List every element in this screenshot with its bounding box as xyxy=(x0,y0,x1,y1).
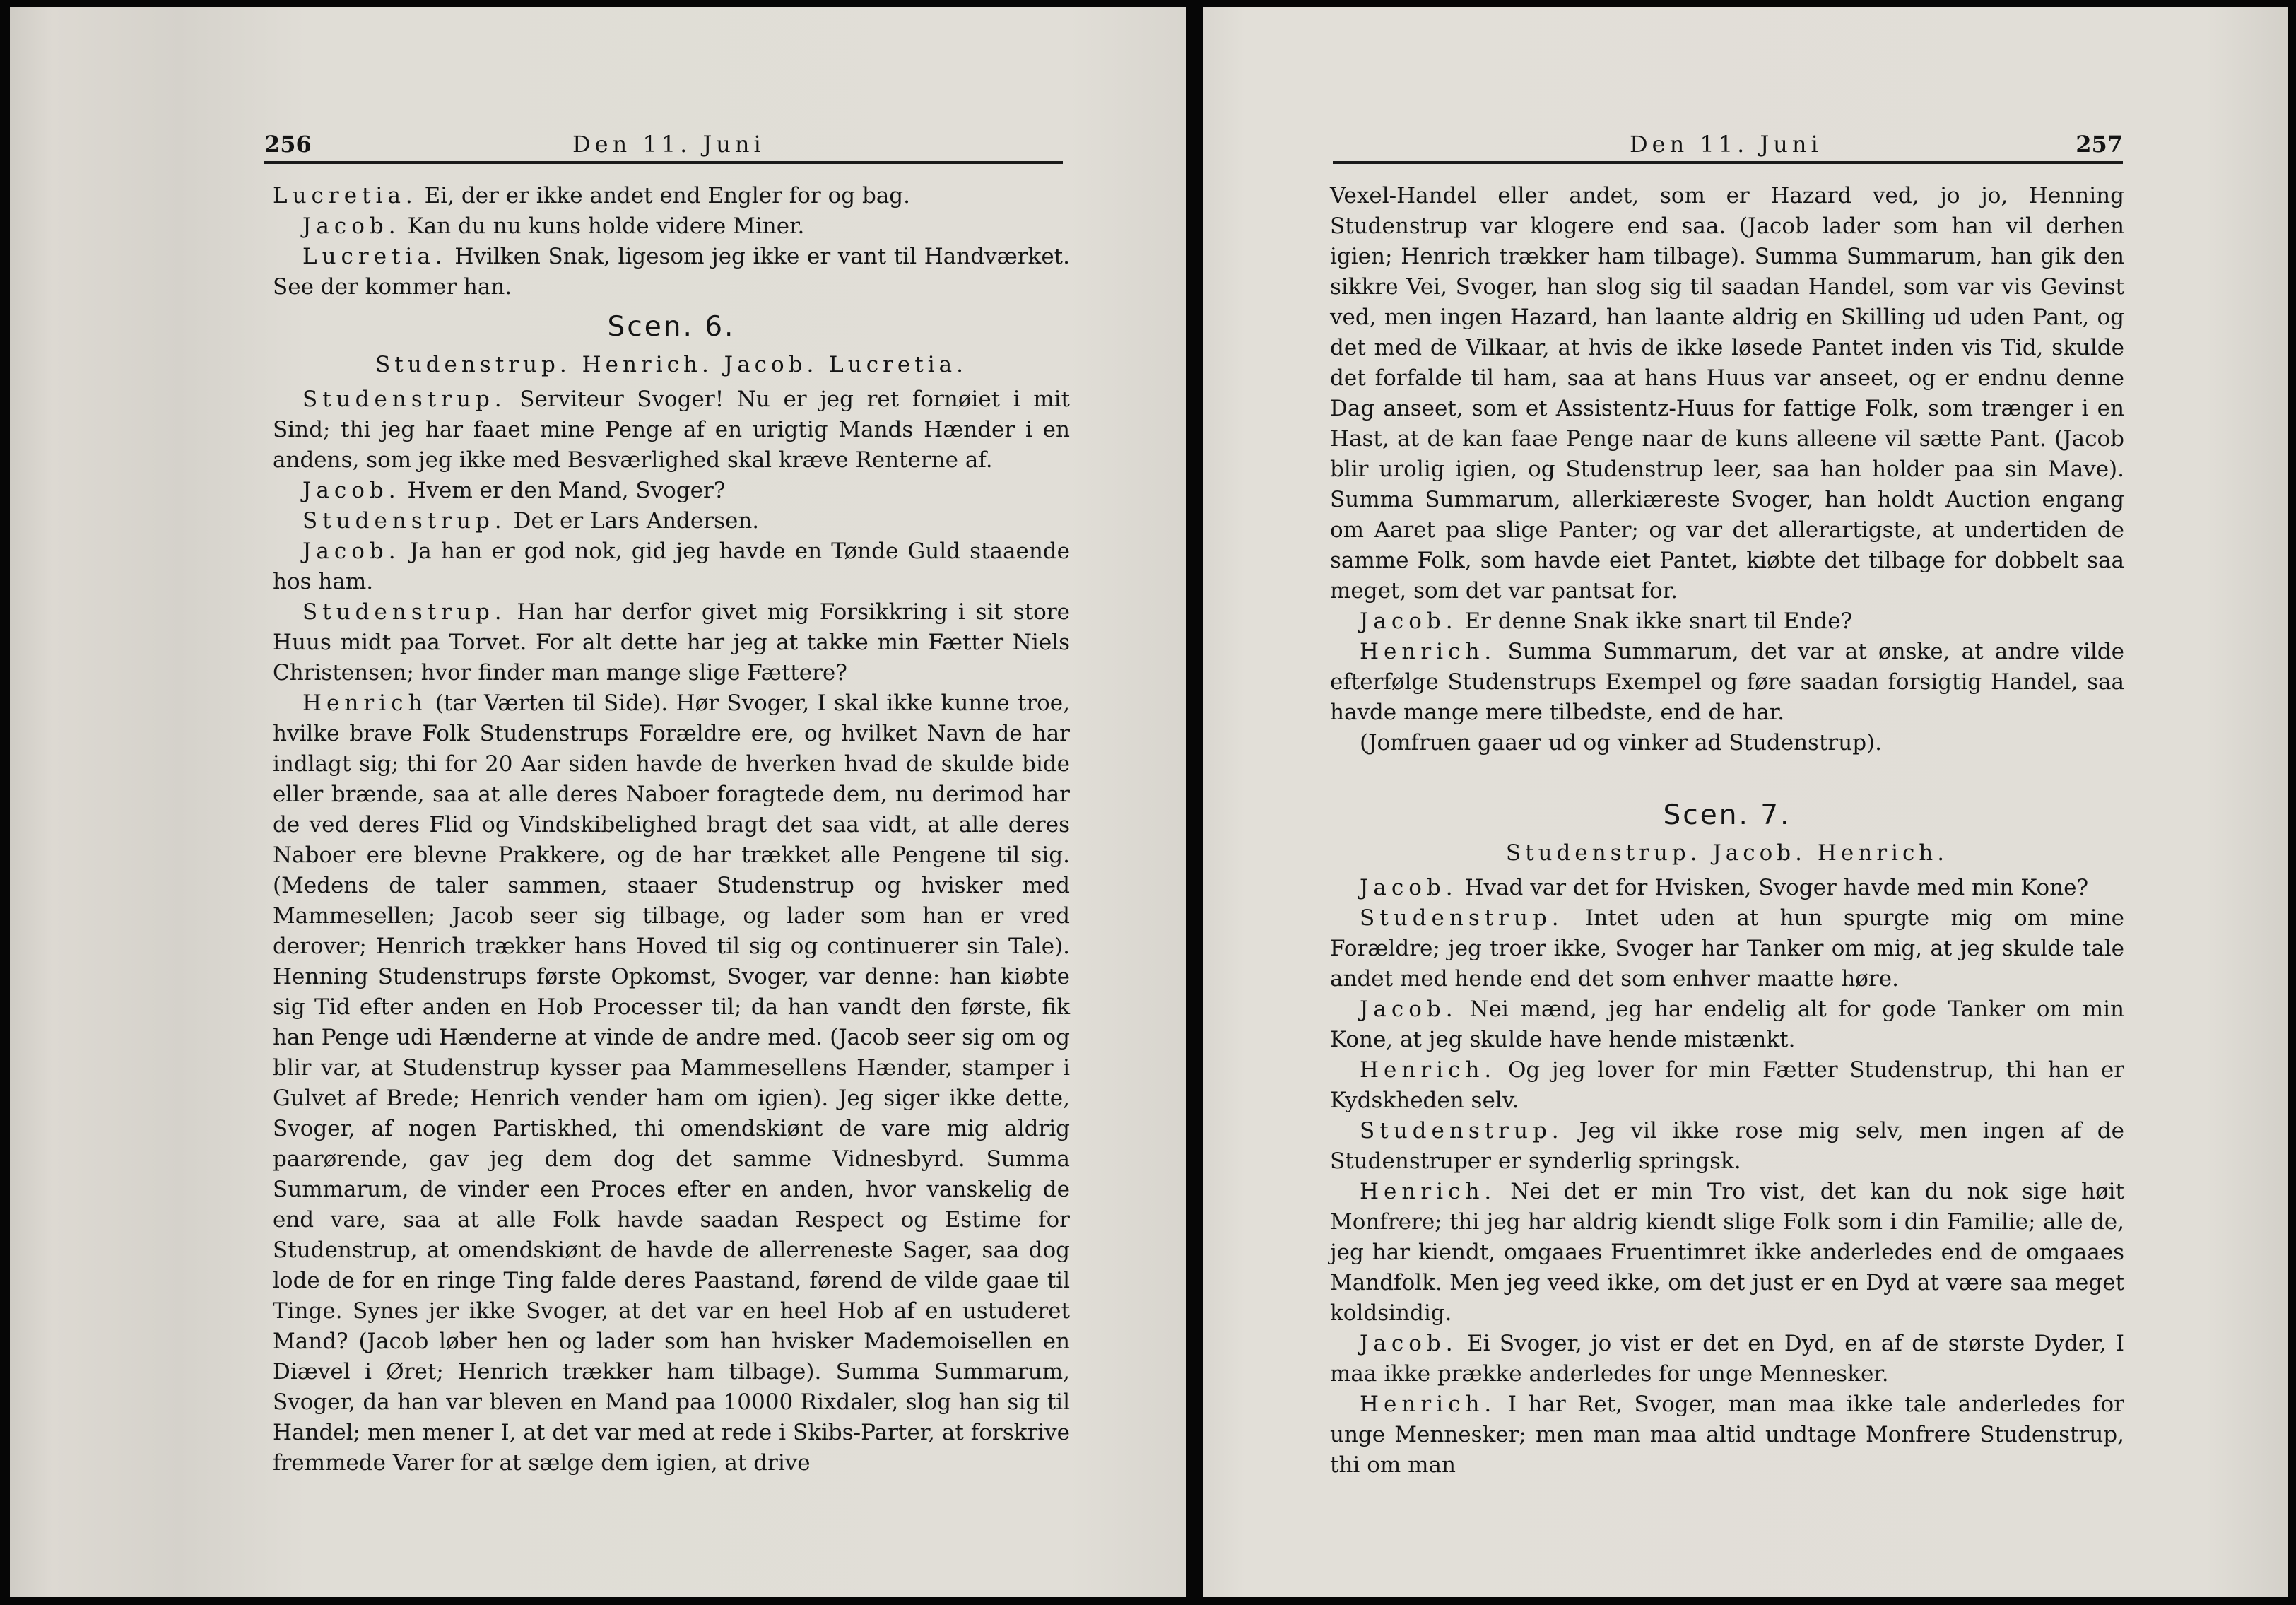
speech-text: Jeg vil ikke rose mig selv, men ingen af de Studenstruper er synderlig springsk. xyxy=(1330,1118,2124,1174)
scene-characters: Studenstrup. Jacob. Henrich. xyxy=(1505,840,1949,866)
speech-paragraph xyxy=(273,211,1070,242)
speaker-name: Henrich xyxy=(302,690,428,716)
speech-text: I har Ret, Svoger, man maa ikke tale anderledes for unge Mennesker; men man maa altid undtage Monfrere Studenstrup, thi om man xyxy=(1330,1392,2124,1478)
speaker-name: Studenstrup. xyxy=(302,599,507,625)
speech-paragraph xyxy=(273,384,1070,476)
speech-paragraph xyxy=(273,181,1070,211)
speaker-name: Studenstrup. xyxy=(302,508,507,534)
speech-paragraph xyxy=(1330,1389,2124,1481)
speech-text: Ei Svoger, jo vist er det en Dyd, en af de største Dyder, I maa ikke prække anderledes for unge Mennesker. xyxy=(1330,1331,2124,1387)
speech-paragraph xyxy=(1330,606,2124,637)
speech-text: Summa Summarum, det var at ønske, at andre vilde efterfølge Studenstrups Exempel og føre saadan forsigtig Handel, saa havde mange mere tilbedste, end de har. xyxy=(1330,639,2124,725)
speech-paragraph xyxy=(1330,1116,2124,1177)
page-body xyxy=(273,181,1070,1478)
speech-text: Og jeg lover for min Fætter Studenstrup, thi han er Kydskheden selv. xyxy=(1330,1057,2124,1113)
speech-paragraph xyxy=(1330,994,2124,1055)
scene-title: Scen. 7. xyxy=(1663,799,1791,831)
speaker-name: Studenstrup. xyxy=(1360,1118,1564,1144)
speech-paragraph xyxy=(1330,1329,2124,1389)
speaker-name: Jacob. xyxy=(302,213,401,239)
speech-text: Ja han er god nok, gid jeg havde en Tønde Guld staaende hos ham. xyxy=(273,539,1070,594)
speech-text: Kan du nu kuns holde videre Miner. xyxy=(400,213,805,239)
page-number: 257 xyxy=(2076,131,2123,158)
speech-paragraph xyxy=(1330,1177,2124,1329)
speaker-name: Henrich. xyxy=(1360,639,1497,664)
page-header xyxy=(1333,127,2123,164)
speech-text: Ei, der er ikke andet end Engler for og bag. xyxy=(417,183,910,208)
speech-text: Nei mænd, jeg har endelig alt for gode Tanker om min Kone, at jeg skulde have hende mistænkt. xyxy=(1330,996,2124,1052)
page-number: 256 xyxy=(264,131,312,158)
speech-paragraph xyxy=(273,506,1070,536)
speech-text: Intet uden at hun spurgte mig om mine Forældre; jeg troer ikke, Svoger har Tanker om mig, at jeg skulde tale andet med hende end det som enhver maatte høre. xyxy=(1330,905,2124,992)
speech-paragraph xyxy=(273,688,1070,1478)
speaker-name: Lucretia. xyxy=(273,183,418,208)
right-page xyxy=(1203,7,2288,1597)
speech-text: Hvad var det for Hvisken, Svoger havde med min Kone? xyxy=(1457,875,2089,900)
speech-text: Serviteur Svoger! Nu er jeg ret fornøiet i mit Sind; thi jeg har faaet mine Penge af en urigtig Mands Hænder i en andens, som jeg ikke med Besværlighed skal kræve Renterne af. xyxy=(273,387,1070,473)
page-body xyxy=(1330,181,2124,1481)
speech-text: Er denne Snak ikke snart til Ende? xyxy=(1457,609,1853,634)
speech-paragraph xyxy=(273,536,1070,597)
speaker-name: Henrich. xyxy=(1360,1057,1497,1083)
speech-paragraph xyxy=(1330,637,2124,728)
speech-paragraph xyxy=(273,242,1070,302)
running-head: Den 11. Juni xyxy=(1630,131,1823,158)
speech-text: Det er Lars Andersen. xyxy=(506,508,760,534)
speaker-name: Jacob. xyxy=(1360,1331,1458,1356)
scene-title: Scen. 6. xyxy=(607,311,736,343)
speech-paragraph xyxy=(1330,1055,2124,1116)
speech-text: Hvem er den Mand, Svoger? xyxy=(400,478,726,503)
speech-text: Han har derfor givet mig Forsikkring i sit store Huus midt paa Torvet. For alt dette har jeg at takke min Fætter Niels Christensen; hvor finder man mange slige Fættere? xyxy=(273,599,1070,686)
speaker-name: Jacob. xyxy=(302,539,401,564)
running-head: Den 11. Juni xyxy=(572,131,765,158)
speaker-name: Studenstrup. xyxy=(302,387,507,412)
stage-direction: (Jomfruen gaaer ud og vinker ad Studenstrup). xyxy=(1360,730,1882,756)
speaker-name: Jacob. xyxy=(1360,875,1458,900)
speech-text: (tar Værten til Side). Hør Svoger, I skal ikke kunne troe, hvilke brave Folk Studenstrups Forældre ere, og hvilket Navn de har indlagt sig; thi for 20 Aar siden havde de hverken hvad de skulde bide eller brænde, saa at alle deres Naboer foragtede dem, nu derimod har de ved deres Flid og Vindskibelighed bragt det saa vidt, at alle deres Naboer ere blevne Prakkere, og de har trækket alle Pengene til sig. (Medens de taler sammen, staaer Studenstrup og hvisker med Mammesellen; Jacob seer sig tilbage, og lader som han er vred derover; Henrich trækker hans Hoved til sig og continuerer sin Tale). Henning Studenstrups første Opkomst, Svoger, var denne: han kiøbte sig Tid efter anden en Hob Processer til; da han vandt den første, fik han Penge udi Hænderne at vinde de andre med. (Jacob seer sig om og blir var, at Studenstrup kysser paa Mammesellens Hænder, stamper i Gulvet af Brede; Henrich vender ham om igien). Jeg siger ikke dette, Svoger, af nogen Partiskhed, thi omendskiønt de vare mig aldrig paarørende, gav jeg dem dog det samme Vidnesbyrd. Summa Summarum, de vinder een Proces efter en anden, hvor vanskelig de end vare, saa at alle Folk havde saadan Respect og Estime for Studenstrup, at omendskiønt de havde de allerreneste Sager, saa dog lode de for en ringe Ting falde deres Paastand, førend de vilde gaae til Tinge. Synes jer ikke Svoger, at det var en heel Hob af en ustuderet Mand? (Jacob løber hen og lader som han hvisker Mademoisellen en Diævel i Øret; Henrich trækker ham tilbage). Summa Summarum, Svoger, da han var bleven en Mand paa 10000 Rixdaler, slog han sig til Handel; men mener I, at det var med at rede i Skibs-Parter, at forskrive fremmede Varer for at sælge dem igien, at drive xyxy=(273,690,1070,1476)
speech-paragraph xyxy=(1330,873,2124,903)
continued-paragraph: Vexel-Handel eller andet, som er Hazard ved, jo jo, Henning Studenstrup var klogere end saa. (Jacob lader som han vil derhen igien; Henrich trækker ham tilbage). Summa Summarum, han gik den sikkre Vei, Svoger, han slog sig til saadan Handel, som var vis Gevinst ved, men ingen Hazard, han laante aldrig en Skilling ud uden Pant, og det med de Vilkaar, at hvis de ikke løsede Pantet inden vis Tid, skulde det forfalde til ham, saa at hans Huus var anseet, og er endnu denne Dag anseet, som et Assistentz-Huus for fattige Folk, som trænger i en Hast, at de kan faae Penge naar de kuns alleene vil sætte Pant. (Jacob blir urolig igien, og Studenstrup leer, saa han holder paa sin Mave). Summa Summarum, allerkiæreste Svoger, han holdt Auction engang om Aaret paa slige Panter; og var det allerartigste, at undertiden de samme Folk, som havde eiet Pantet, kiøbte det tilbage for dobbelt saa meget, som det var pantsat for. xyxy=(1330,183,2124,604)
speaker-name: Jacob. xyxy=(1360,996,1458,1022)
speech-text: Nei det er min Tro vist, det kan du nok sige høit Monfrere; thi jeg har aldrig kiendt slige Folk som i din Familie; alle de, jeg har kiendt, omgaaes Fruentimret ikke anderledes end de omgaaes Mandfolk. Men jeg veed ikke, om det just er en Dyd at være saa meget koldsindig. xyxy=(1330,1179,2124,1326)
speaker-name: Henrich. xyxy=(1360,1392,1497,1417)
scene-characters: Studenstrup. Henrich. Jacob. Lucretia. xyxy=(375,352,967,377)
speaker-name: Jacob. xyxy=(1360,609,1458,634)
speech-paragraph xyxy=(1330,903,2124,994)
speech-paragraph xyxy=(273,476,1070,506)
speech-paragraph xyxy=(273,597,1070,688)
left-page xyxy=(10,7,1186,1597)
speaker-name: Studenstrup. xyxy=(1360,905,1564,931)
page-header xyxy=(264,127,1063,164)
speaker-name: Henrich. xyxy=(1360,1179,1497,1204)
speaker-name: Jacob. xyxy=(302,478,401,503)
speech-text: Hvilken Snak, ligesom jeg ikke er vant til Handværket. See der kommer han. xyxy=(273,244,1070,300)
speaker-name: Lucretia. xyxy=(302,244,447,269)
